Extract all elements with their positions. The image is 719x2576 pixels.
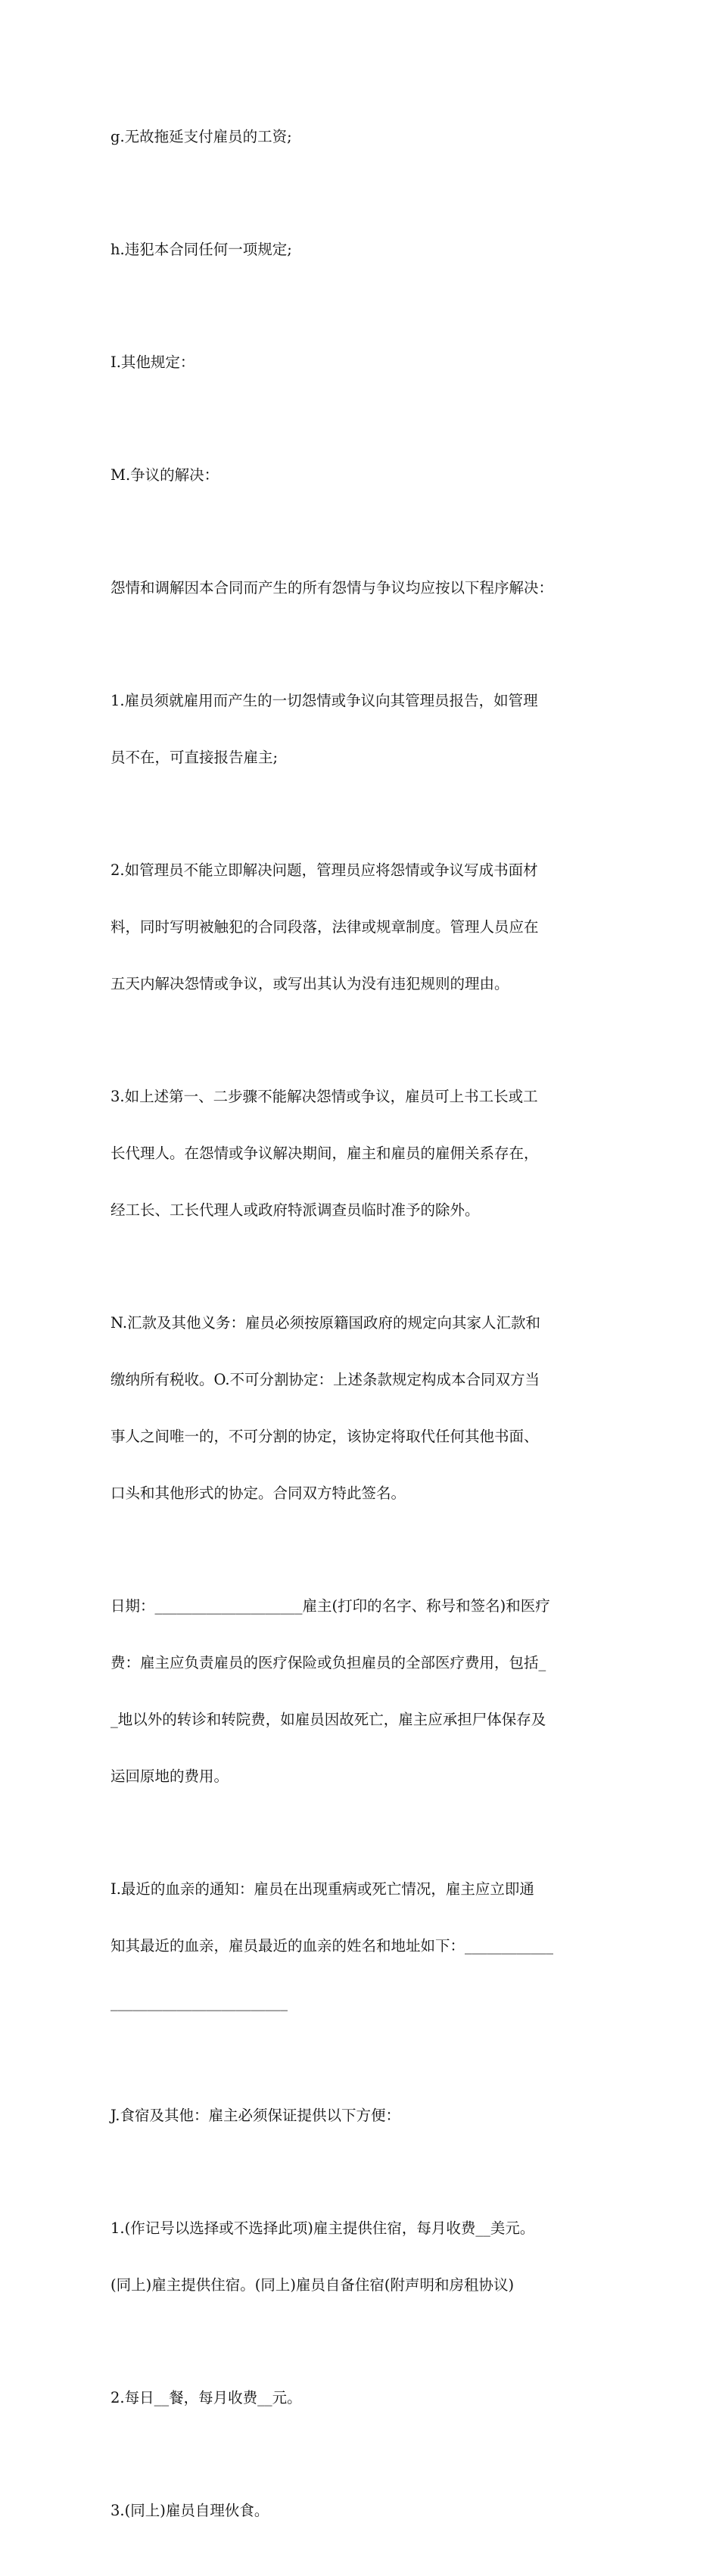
text-line: 五天内解决怨情或争议，或写出其认为没有违犯规则的理由。 — [110, 975, 509, 992]
document-page — [110, 89, 610, 2576]
clause-i-other — [110, 315, 610, 410]
text-line: 长代理人。在怨情或争议解决期间，雇主和雇员的雇佣关系存在， — [110, 1145, 539, 1162]
text-line: 料，同时写明被触犯的合同段落，法律或规章制度。管理人员应在 — [110, 918, 539, 936]
lodging-item-1 — [110, 2181, 610, 2332]
text-line: ________________________ — [110, 1994, 288, 2011]
dispute-step-2 — [110, 823, 610, 1031]
text-line: M.争议的解决： — [110, 466, 219, 484]
text-line: I.其他规定： — [110, 354, 195, 371]
dispute-step-3 — [110, 1049, 610, 1257]
text-line: 2.如管理员不能立即解决问题，管理员应将怨情或争议写成书面材 — [110, 861, 538, 879]
text-line: 经工长、工长代理人或政府特派调查员临时准予的除外。 — [110, 1201, 480, 1219]
dispute-step-1 — [110, 653, 610, 805]
clause-j-lodging — [110, 2068, 610, 2163]
text-line: J.食宿及其他：雇主必须保证提供以下方便： — [110, 2107, 401, 2124]
clause-m-dispute — [110, 428, 610, 522]
lodging-item-3 — [110, 2463, 610, 2558]
text-line: 1.(作记号以选择或不选择此项)雇主提供住宿，每月收费__美元。 — [110, 2219, 535, 2237]
text-line: 口头和其他形式的协定。合同双方特此签名。 — [110, 1484, 406, 1502]
text-line: 日期：____________________雇主(打印的名字、称号和签名)和医疗 — [110, 1597, 550, 1615]
text-line: 运回原地的费用。 — [110, 1768, 229, 1785]
text-line: g.无故拖延支付雇员的工资; — [110, 128, 292, 145]
dispute-intro — [110, 540, 610, 635]
text-line: 3.如上述第一、二步骤不能解决怨情或争议，雇员可上书工长或工 — [110, 1088, 538, 1105]
lodging-item-2 — [110, 2350, 610, 2445]
clause-i-next-of-kin — [110, 1842, 610, 2050]
text-line: 费：雇主应负责雇员的医疗保险或负担雇员的全部医疗费用，包括_ — [110, 1654, 546, 1671]
text-line: 事人之间唯一的，不可分割的协定，该协定将取代任何其他书面、 — [110, 1428, 539, 1445]
text-line: 缴纳所有税收。O.不可分割协定：上述条款规定构成本合同双方当 — [110, 1371, 540, 1388]
text-line: 1.雇员须就雇用而产生的一切怨情或争议向其管理员报告，如管理 — [110, 692, 538, 709]
text-line: 员不在，可直接报告雇主; — [110, 749, 279, 766]
text-line: 知其最近的血亲，雇员最近的血亲的姓名和地址如下：____________ — [110, 1937, 554, 1955]
text-line: _地以外的转诊和转院费，如雇员因故死亡，雇主应承担尸体保存及 — [110, 1711, 546, 1728]
clause-h — [110, 202, 610, 297]
text-line: (同上)雇主提供住宿。(同上)雇员自备住宿(附声明和房租协议) — [110, 2276, 515, 2294]
text-line: 3.(同上)雇员自理伙食。 — [110, 2502, 269, 2519]
text-line: N.汇款及其他义务：雇员必须按原籍国政府的规定向其家人汇款和 — [110, 1314, 541, 1332]
text-line: 怨情和调解因本合同而产生的所有怨情与争议均应按以下程序解决： — [110, 579, 554, 596]
text-line: 2.每日__餐，每月收费__元。 — [110, 2389, 302, 2406]
clause-n-remittance — [110, 1276, 610, 1540]
clause-g — [110, 89, 610, 184]
text-line: h.违犯本合同任何一项规定; — [110, 241, 292, 258]
date-and-medical — [110, 1559, 610, 1824]
text-line: I.最近的血亲的通知：雇员在出现重病或死亡情况，雇主应立即通 — [110, 1880, 534, 1898]
